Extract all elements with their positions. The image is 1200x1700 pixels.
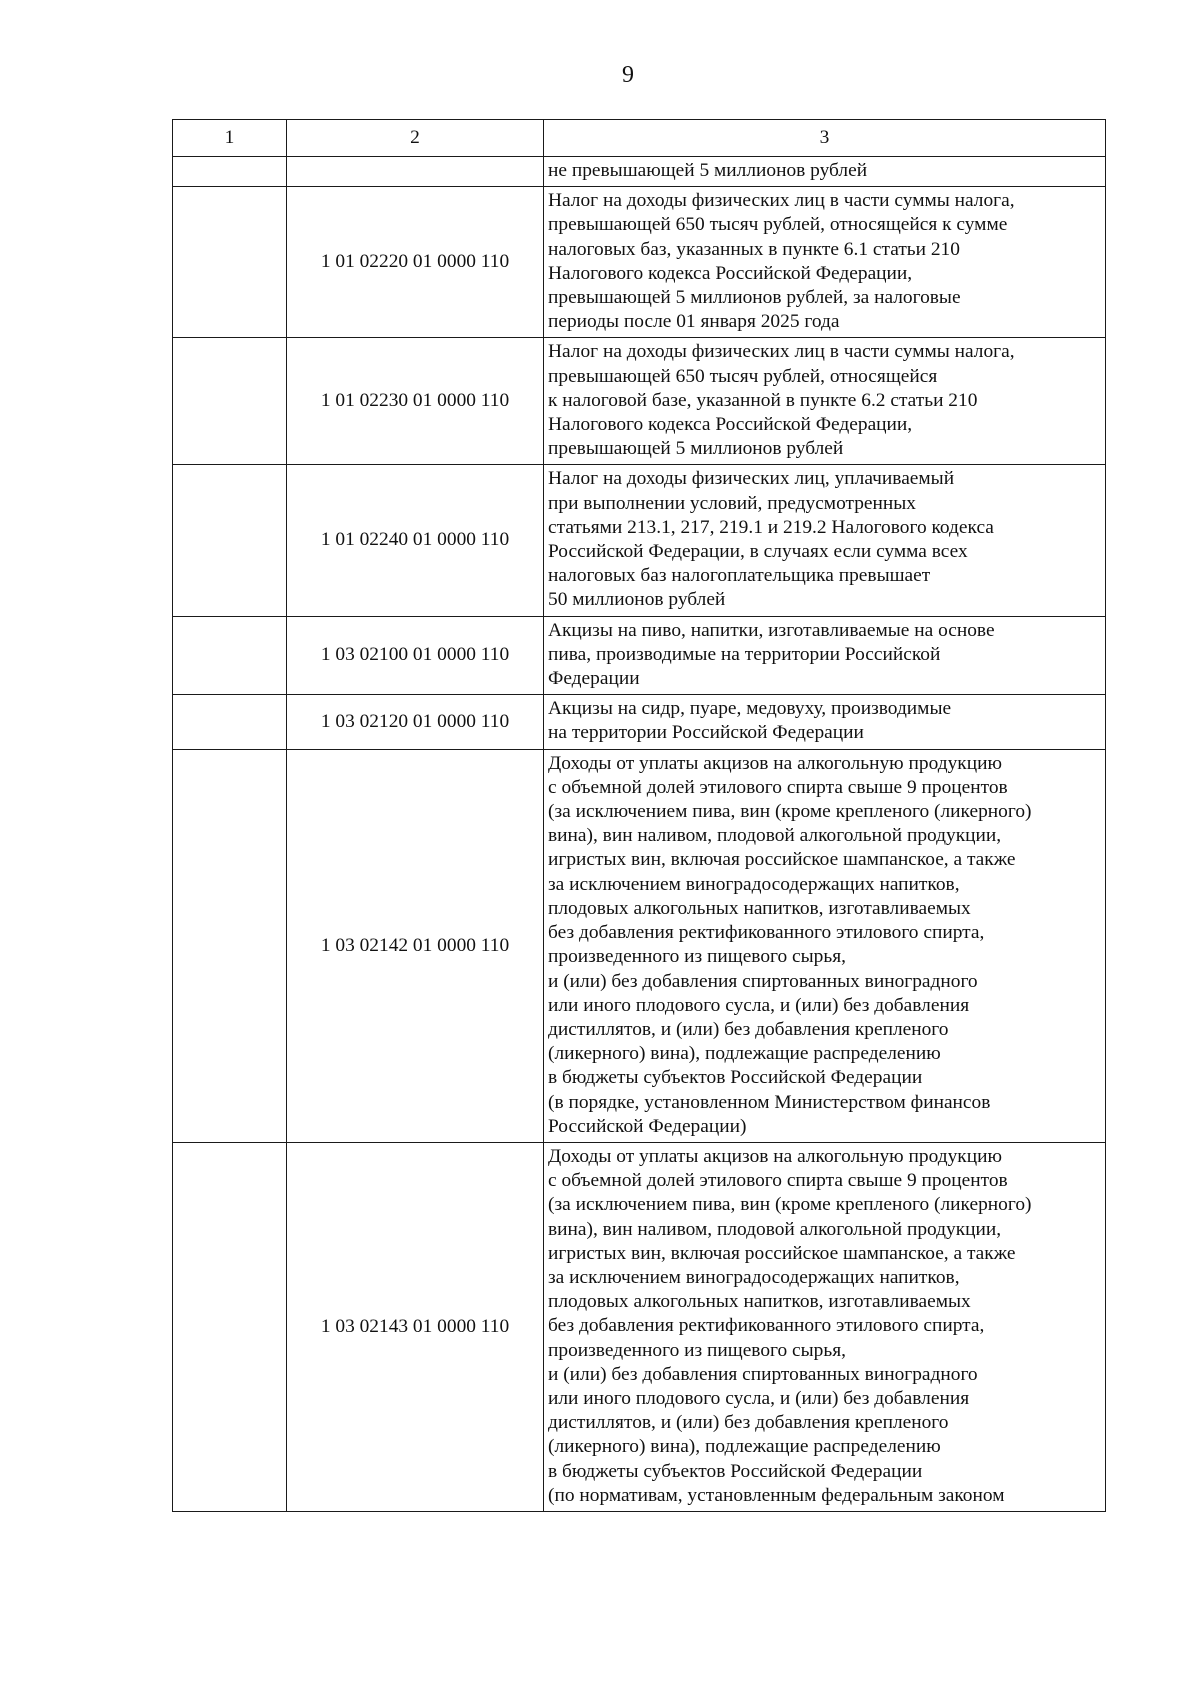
- description-line: и (или) без добавления спиртованных виноградного: [548, 970, 978, 992]
- description-cell: [544, 616, 1106, 695]
- row-number-cell: [173, 616, 287, 695]
- table-row: [173, 1142, 1106, 1511]
- row-number-cell: [173, 695, 287, 749]
- description-line: Российской Федерации): [548, 1115, 747, 1137]
- description-line: Налог на доходы физических лиц в части суммы налога,: [548, 190, 1015, 212]
- budget-code-cell: [287, 157, 544, 187]
- budget-code-cell: 1 03 02143 01 0000 110: [287, 1142, 544, 1511]
- description-line: пива, производимые на территории Российской: [548, 643, 941, 665]
- description-line: (в порядке, установленном Министерством финансов: [548, 1091, 991, 1113]
- table-body: [173, 157, 1106, 1512]
- table-row: [173, 157, 1106, 187]
- row-number-cell: [173, 187, 287, 338]
- description-line: (за исключением пива, вин (кроме крепленого (ликерного): [548, 1194, 1032, 1216]
- description-line: игристых вин, включая российское шампанское, а также: [548, 849, 1016, 871]
- description-line: (ликерного) вина), подлежащие распределению: [548, 1043, 941, 1065]
- budget-code-cell: 1 01 02240 01 0000 110: [287, 465, 544, 616]
- description-line: дистиллятов, и (или) без добавления крепленого: [548, 1412, 949, 1434]
- description-line: с объемной долей этилового спирта свыше 9 процентов: [548, 1170, 1008, 1192]
- budget-code-cell: 1 03 02120 01 0000 110: [287, 695, 544, 749]
- row-number-cell: [173, 1142, 287, 1511]
- description-line: Налогового кодекса Российской Федерации,: [548, 414, 913, 436]
- description-line: Доходы от уплаты акцизов на алкогольную продукцию: [548, 752, 1002, 774]
- description-cell: [544, 157, 1106, 187]
- table-header-row: [173, 120, 1106, 157]
- description-line: дистиллятов, и (или) без добавления крепленого: [548, 1018, 949, 1040]
- row-number-cell: [173, 157, 287, 187]
- description-line: Налог на доходы физических лиц, уплачиваемый: [548, 468, 955, 490]
- description-line: 50 миллионов рублей: [548, 589, 726, 611]
- table-row: [173, 695, 1106, 749]
- row-number-cell: [173, 749, 287, 1142]
- description-line: произведенного из пищевого сырья,: [548, 1339, 846, 1361]
- description-line: на территории Российской Федерации: [548, 722, 864, 744]
- budget-code-cell: 1 01 02230 01 0000 110: [287, 338, 544, 465]
- description-line: превышающей 650 тысяч рублей, относящейся: [548, 365, 938, 387]
- description-line: вина), вин наливом, плодовой алкогольной продукции,: [548, 825, 1002, 847]
- table-row: [173, 749, 1106, 1142]
- description-line: за исключением виноградосодержащих напитков,: [548, 1266, 960, 1288]
- page-number: 9: [622, 62, 634, 88]
- description-line: Налогового кодекса Российской Федерации,: [548, 262, 913, 284]
- budget-code-cell: 1 01 02220 01 0000 110: [287, 187, 544, 338]
- description-line: Акцизы на пиво, напитки, изготавливаемые на основе: [548, 619, 995, 641]
- description-line: плодовых алкогольных напитков, изготавливаемых: [548, 1291, 971, 1313]
- description-line: Налог на доходы физических лиц в части суммы налога,: [548, 341, 1015, 363]
- description-cell: [544, 695, 1106, 749]
- row-number-cell: [173, 338, 287, 465]
- column-header-3: 3: [544, 120, 1106, 157]
- table-row: [173, 616, 1106, 695]
- description-line: вина), вин наливом, плодовой алкогольной продукции,: [548, 1218, 1002, 1240]
- description-line: при выполнении условий, предусмотренных: [548, 492, 917, 514]
- description-line: или иного плодового сусла, и (или) без добавления: [548, 994, 970, 1016]
- description-line: Федерации: [548, 668, 640, 690]
- description-line: Доходы от уплаты акцизов на алкогольную продукцию: [548, 1145, 1002, 1167]
- description-line: превышающей 5 миллионов рублей: [548, 438, 844, 460]
- description-line: с объемной долей этилового спирта свыше 9 процентов: [548, 776, 1008, 798]
- description-line: не превышающей 5 миллионов рублей: [548, 160, 868, 181]
- description-line: налоговых баз налогоплательщика превышает: [548, 565, 931, 587]
- table-row: [173, 338, 1106, 465]
- description-line: периоды после 01 января 2025 года: [548, 311, 840, 333]
- row-number-cell: [173, 465, 287, 616]
- description-line: (за исключением пива, вин (кроме крепленого (ликерного): [548, 801, 1032, 823]
- description-line: в бюджеты субъектов Российской Федерации: [548, 1460, 923, 1482]
- description-line: или иного плодового сусла, и (или) без добавления: [548, 1387, 970, 1409]
- table-row: [173, 465, 1106, 616]
- description-line: Российской Федерации, в случаях если сумма всех: [548, 541, 968, 563]
- description-line: превышающей 650 тысяч рублей, относящейся к сумме: [548, 214, 1008, 236]
- description-line: (ликерного) вина), подлежащие распределению: [548, 1436, 941, 1458]
- column-header-2: 2: [287, 120, 544, 157]
- description-line: произведенного из пищевого сырья,: [548, 946, 846, 968]
- description-line: статьями 213.1, 217, 219.1 и 219.2 Налогового кодекса: [548, 516, 994, 538]
- description-line: в бюджеты субъектов Российской Федерации: [548, 1067, 923, 1089]
- description-line: за исключением виноградосодержащих напитков,: [548, 873, 960, 895]
- description-line: (по нормативам, установленным федеральным законом: [548, 1484, 1005, 1506]
- description-line: Акцизы на сидр, пуаре, медовуху, производимые: [548, 698, 952, 720]
- description-cell: [544, 187, 1106, 338]
- description-cell: [544, 749, 1106, 1142]
- description-line: превышающей 5 миллионов рублей, за налоговые: [548, 287, 961, 309]
- description-cell: [544, 338, 1106, 465]
- budget-code-cell: 1 03 02100 01 0000 110: [287, 616, 544, 695]
- budget-code-table: [172, 119, 1106, 1512]
- budget-code-cell: 1 03 02142 01 0000 110: [287, 749, 544, 1142]
- table-row: [173, 187, 1106, 338]
- description-line: игристых вин, включая российское шампанское, а также: [548, 1242, 1016, 1264]
- description-line: и (или) без добавления спиртованных виноградного: [548, 1363, 978, 1385]
- description-line: без добавления ректификованного этилового спирта,: [548, 922, 985, 944]
- description-line: плодовых алкогольных напитков, изготавливаемых: [548, 897, 971, 919]
- description-line: к налоговой базе, указанной в пункте 6.2 статьи 210: [548, 389, 978, 411]
- description-cell: [544, 465, 1106, 616]
- column-header-1: 1: [173, 120, 287, 157]
- description-line: без добавления ректификованного этилового спирта,: [548, 1315, 985, 1337]
- description-cell: [544, 1142, 1106, 1511]
- description-line: налоговых баз, указанных в пункте 6.1 статьи 210: [548, 238, 960, 260]
